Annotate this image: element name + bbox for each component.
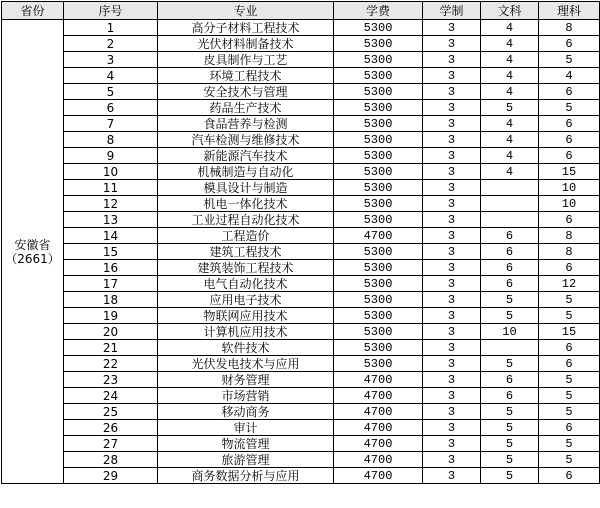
header-arts: 文科 <box>481 2 539 20</box>
cell-fee: 5300 <box>334 276 423 292</box>
cell-index: 1 <box>64 20 158 36</box>
cell-fee: 5300 <box>334 260 423 276</box>
cell-arts: 4 <box>481 68 539 84</box>
table-row <box>2 404 600 420</box>
cell-index: 27 <box>64 436 158 452</box>
cell-duration: 3 <box>423 132 481 148</box>
cell-major: 机械制造与自动化 <box>158 164 334 180</box>
cell-index: 14 <box>64 228 158 244</box>
cell-arts: 5 <box>481 452 539 468</box>
cell-duration: 3 <box>423 356 481 372</box>
cell-major: 电气自动化技术 <box>158 276 334 292</box>
cell-index: 2 <box>64 36 158 52</box>
cell-major: 软件技术 <box>158 340 334 356</box>
enrollment-plan-table <box>1 1 600 484</box>
table-row <box>2 68 600 84</box>
cell-index: 25 <box>64 404 158 420</box>
cell-duration: 3 <box>423 68 481 84</box>
cell-duration: 3 <box>423 212 481 228</box>
cell-major: 新能源汽车技术 <box>158 148 334 164</box>
cell-fee: 5300 <box>334 52 423 68</box>
cell-science: 6 <box>539 356 600 372</box>
table-row <box>2 228 600 244</box>
cell-duration: 3 <box>423 340 481 356</box>
cell-arts: 5 <box>481 100 539 116</box>
cell-fee: 5300 <box>334 100 423 116</box>
cell-fee: 5300 <box>334 68 423 84</box>
cell-arts: 5 <box>481 356 539 372</box>
table-row <box>2 324 600 340</box>
table-row <box>2 164 600 180</box>
cell-arts: 5 <box>481 292 539 308</box>
cell-arts: 4 <box>481 52 539 68</box>
province-name: 安徽省 <box>14 237 51 252</box>
cell-duration: 3 <box>423 164 481 180</box>
cell-science: 6 <box>539 420 600 436</box>
cell-science: 6 <box>539 340 600 356</box>
cell-duration: 3 <box>423 148 481 164</box>
cell-fee: 5300 <box>334 356 423 372</box>
cell-science: 6 <box>539 468 600 484</box>
table-row <box>2 356 600 372</box>
cell-science: 4 <box>539 68 600 84</box>
cell-duration: 3 <box>423 20 481 36</box>
cell-arts: 6 <box>481 276 539 292</box>
cell-major: 审计 <box>158 420 334 436</box>
cell-fee: 5300 <box>334 84 423 100</box>
cell-science: 8 <box>539 20 600 36</box>
cell-index: 24 <box>64 388 158 404</box>
cell-arts: 4 <box>481 84 539 100</box>
table-row <box>2 36 600 52</box>
header-science: 理科 <box>539 2 600 20</box>
cell-arts: 5 <box>481 404 539 420</box>
cell-science: 8 <box>539 244 600 260</box>
cell-science: 6 <box>539 36 600 52</box>
cell-major: 物流管理 <box>158 436 334 452</box>
cell-index: 20 <box>64 324 158 340</box>
cell-science: 5 <box>539 292 600 308</box>
cell-duration: 3 <box>423 452 481 468</box>
cell-fee: 5300 <box>334 212 423 228</box>
cell-fee: 5300 <box>334 132 423 148</box>
cell-science: 5 <box>539 404 600 420</box>
table-row <box>2 276 600 292</box>
cell-index: 17 <box>64 276 158 292</box>
cell-fee: 4700 <box>334 372 423 388</box>
cell-fee: 4700 <box>334 420 423 436</box>
cell-major: 环境工程技术 <box>158 68 334 84</box>
province-total: （2661） <box>5 251 60 266</box>
table-row <box>2 292 600 308</box>
table-row <box>2 244 600 260</box>
cell-major: 建筑装饰工程技术 <box>158 260 334 276</box>
cell-index: 5 <box>64 84 158 100</box>
cell-fee: 4700 <box>334 228 423 244</box>
cell-arts: 5 <box>481 420 539 436</box>
cell-fee: 5300 <box>334 36 423 52</box>
cell-duration: 3 <box>423 228 481 244</box>
cell-duration: 3 <box>423 36 481 52</box>
cell-duration: 3 <box>423 260 481 276</box>
cell-index: 11 <box>64 180 158 196</box>
cell-science: 10 <box>539 180 600 196</box>
cell-arts: 4 <box>481 164 539 180</box>
cell-major: 应用电子技术 <box>158 292 334 308</box>
table-row <box>2 372 600 388</box>
table-row <box>2 388 600 404</box>
cell-fee: 5300 <box>334 180 423 196</box>
cell-science: 5 <box>539 52 600 68</box>
cell-index: 19 <box>64 308 158 324</box>
table-row <box>2 52 600 68</box>
cell-arts: 4 <box>481 116 539 132</box>
cell-arts <box>481 196 539 212</box>
cell-index: 21 <box>64 340 158 356</box>
cell-science: 5 <box>539 452 600 468</box>
cell-index: 6 <box>64 100 158 116</box>
cell-duration: 3 <box>423 324 481 340</box>
cell-science: 12 <box>539 276 600 292</box>
cell-science: 5 <box>539 436 600 452</box>
cell-major: 安全技术与管理 <box>158 84 334 100</box>
cell-duration: 3 <box>423 308 481 324</box>
cell-arts: 5 <box>481 436 539 452</box>
table-row <box>2 20 600 36</box>
header-row <box>2 2 600 20</box>
header-province: 省份 <box>2 2 64 20</box>
cell-index: 13 <box>64 212 158 228</box>
cell-science: 5 <box>539 372 600 388</box>
header-index: 序号 <box>64 2 158 20</box>
cell-major: 机电一体化技术 <box>158 196 334 212</box>
table-row <box>2 436 600 452</box>
cell-science: 6 <box>539 132 600 148</box>
cell-duration: 3 <box>423 52 481 68</box>
cell-major: 模具设计与制造 <box>158 180 334 196</box>
cell-arts: 6 <box>481 260 539 276</box>
cell-major: 皮具制作与工艺 <box>158 52 334 68</box>
cell-arts: 4 <box>481 148 539 164</box>
cell-arts <box>481 180 539 196</box>
cell-fee: 4700 <box>334 452 423 468</box>
cell-duration: 3 <box>423 180 481 196</box>
cell-arts <box>481 340 539 356</box>
cell-fee: 5300 <box>334 116 423 132</box>
table-row <box>2 180 600 196</box>
cell-major: 建筑工程技术 <box>158 244 334 260</box>
cell-science: 5 <box>539 308 600 324</box>
table-row <box>2 468 600 484</box>
cell-major: 移动商务 <box>158 404 334 420</box>
cell-index: 29 <box>64 468 158 484</box>
cell-index: 7 <box>64 116 158 132</box>
cell-arts: 4 <box>481 20 539 36</box>
cell-major: 物联网应用技术 <box>158 308 334 324</box>
cell-science: 15 <box>539 164 600 180</box>
cell-index: 15 <box>64 244 158 260</box>
cell-science: 6 <box>539 260 600 276</box>
cell-science: 5 <box>539 388 600 404</box>
table-row <box>2 132 600 148</box>
cell-index: 10 <box>64 164 158 180</box>
cell-arts: 5 <box>481 468 539 484</box>
table-row <box>2 452 600 468</box>
table-row <box>2 420 600 436</box>
cell-duration: 3 <box>423 84 481 100</box>
table-body <box>2 20 600 484</box>
cell-major: 商务数据分析与应用 <box>158 468 334 484</box>
cell-major: 财务管理 <box>158 372 334 388</box>
cell-duration: 3 <box>423 372 481 388</box>
cell-science: 6 <box>539 212 600 228</box>
cell-arts: 10 <box>481 324 539 340</box>
header-fee: 学费 <box>334 2 423 20</box>
cell-major: 汽车检测与维修技术 <box>158 132 334 148</box>
cell-fee: 5300 <box>334 196 423 212</box>
cell-science: 5 <box>539 100 600 116</box>
cell-index: 16 <box>64 260 158 276</box>
table-row <box>2 308 600 324</box>
cell-index: 18 <box>64 292 158 308</box>
cell-fee: 5300 <box>334 244 423 260</box>
cell-index: 23 <box>64 372 158 388</box>
cell-arts: 6 <box>481 388 539 404</box>
header-duration: 学制 <box>423 2 481 20</box>
cell-index: 9 <box>64 148 158 164</box>
cell-major: 药品生产技术 <box>158 100 334 116</box>
cell-index: 28 <box>64 452 158 468</box>
table-row <box>2 148 600 164</box>
cell-index: 12 <box>64 196 158 212</box>
cell-index: 3 <box>64 52 158 68</box>
cell-major: 食品营养与检测 <box>158 116 334 132</box>
cell-fee: 4700 <box>334 468 423 484</box>
cell-duration: 3 <box>423 100 481 116</box>
table-row <box>2 196 600 212</box>
cell-duration: 3 <box>423 116 481 132</box>
table-row <box>2 84 600 100</box>
cell-fee: 5300 <box>334 324 423 340</box>
cell-index: 4 <box>64 68 158 84</box>
cell-science: 8 <box>539 228 600 244</box>
cell-fee: 4700 <box>334 436 423 452</box>
cell-duration: 3 <box>423 468 481 484</box>
cell-duration: 3 <box>423 292 481 308</box>
cell-major: 光伏材料制备技术 <box>158 36 334 52</box>
province-cell <box>2 20 64 484</box>
cell-duration: 3 <box>423 404 481 420</box>
cell-arts: 5 <box>481 308 539 324</box>
cell-index: 8 <box>64 132 158 148</box>
cell-arts: 6 <box>481 228 539 244</box>
cell-fee: 5300 <box>334 292 423 308</box>
cell-duration: 3 <box>423 244 481 260</box>
table-row <box>2 100 600 116</box>
cell-duration: 3 <box>423 420 481 436</box>
cell-fee: 5300 <box>334 164 423 180</box>
cell-science: 10 <box>539 196 600 212</box>
cell-major: 高分子材料工程技术 <box>158 20 334 36</box>
cell-major: 旅游管理 <box>158 452 334 468</box>
cell-major: 市场营销 <box>158 388 334 404</box>
cell-fee: 5300 <box>334 308 423 324</box>
cell-fee: 4700 <box>334 404 423 420</box>
cell-major: 计算机应用技术 <box>158 324 334 340</box>
cell-fee: 4700 <box>334 388 423 404</box>
cell-major: 光伏发电技术与应用 <box>158 356 334 372</box>
table-row <box>2 212 600 228</box>
cell-arts: 6 <box>481 372 539 388</box>
cell-fee: 5300 <box>334 20 423 36</box>
cell-arts <box>481 212 539 228</box>
table-row <box>2 116 600 132</box>
cell-arts: 4 <box>481 132 539 148</box>
cell-major: 工程造价 <box>158 228 334 244</box>
cell-fee: 5300 <box>334 148 423 164</box>
cell-science: 6 <box>539 116 600 132</box>
cell-arts: 4 <box>481 36 539 52</box>
cell-duration: 3 <box>423 196 481 212</box>
cell-duration: 3 <box>423 436 481 452</box>
table-row <box>2 260 600 276</box>
cell-index: 22 <box>64 356 158 372</box>
cell-science: 6 <box>539 148 600 164</box>
cell-duration: 3 <box>423 276 481 292</box>
header-major: 专业 <box>158 2 334 20</box>
cell-science: 6 <box>539 84 600 100</box>
table-row <box>2 340 600 356</box>
cell-index: 26 <box>64 420 158 436</box>
cell-science: 15 <box>539 324 600 340</box>
cell-major: 工业过程自动化技术 <box>158 212 334 228</box>
cell-arts: 6 <box>481 244 539 260</box>
cell-duration: 3 <box>423 388 481 404</box>
cell-fee: 5300 <box>334 340 423 356</box>
